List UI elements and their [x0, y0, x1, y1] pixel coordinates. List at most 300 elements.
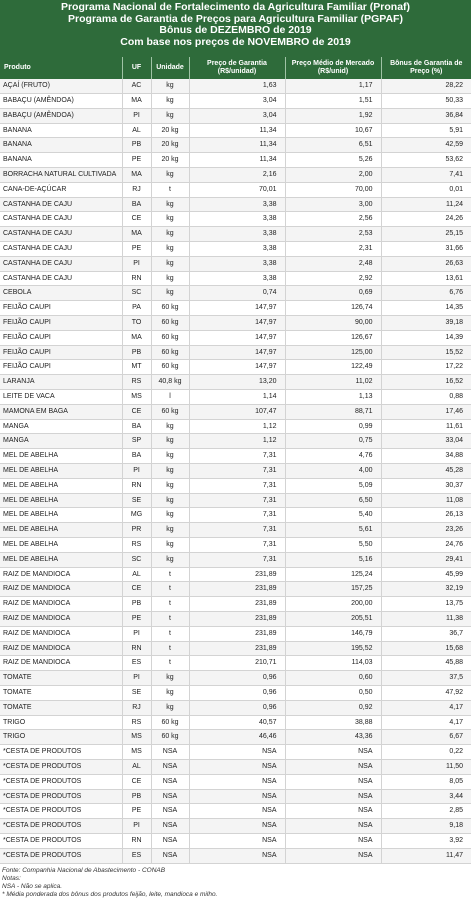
- cell-preco-garantia: 13,20: [189, 375, 285, 390]
- cell-bonus: 24,26: [381, 212, 471, 227]
- cell-preco-garantia: 2,16: [189, 168, 285, 183]
- cell-bonus: 36,84: [381, 108, 471, 123]
- title-block: [0, 0, 471, 57]
- cell-preco-medio: 6,51: [285, 138, 381, 153]
- cell-unidade: t: [151, 182, 189, 197]
- cell-bonus: 11,50: [381, 759, 471, 774]
- cell-unidade: kg: [151, 419, 189, 434]
- cell-preco-garantia: 147,97: [189, 330, 285, 345]
- table-row: [0, 182, 471, 197]
- cell-unidade: t: [151, 656, 189, 671]
- cell-unidade: 60 kg: [151, 715, 189, 730]
- cell-unidade: kg: [151, 685, 189, 700]
- cell-uf: RS: [122, 375, 151, 390]
- cell-unidade: 60 kg: [151, 360, 189, 375]
- cell-bonus: 7,41: [381, 168, 471, 183]
- cell-bonus: 25,15: [381, 227, 471, 242]
- table-row: [0, 833, 471, 848]
- table-row: [0, 493, 471, 508]
- cell-preco-garantia: NSA: [189, 774, 285, 789]
- cell-bonus: 45,99: [381, 567, 471, 582]
- cell-produto: CASTANHA DE CAJU: [0, 256, 122, 271]
- cell-produto: MANGA: [0, 419, 122, 434]
- cell-unidade: 20 kg: [151, 138, 189, 153]
- title-line-2: Programa de Garantia de Preços para Agricultura Familiar (PGPAF): [68, 12, 403, 25]
- cell-uf: SC: [122, 286, 151, 301]
- notes-block: [0, 864, 471, 899]
- cell-preco-medio: 70,00: [285, 182, 381, 197]
- cell-bonus: 23,26: [381, 523, 471, 538]
- cell-preco-garantia: 231,89: [189, 611, 285, 626]
- cell-produto: MEL DE ABELHA: [0, 552, 122, 567]
- table-row: [0, 789, 471, 804]
- table-row: [0, 567, 471, 582]
- cell-unidade: kg: [151, 108, 189, 123]
- cell-preco-garantia: 3,38: [189, 212, 285, 227]
- cell-preco-medio: 90,00: [285, 316, 381, 331]
- cell-uf: PI: [122, 671, 151, 686]
- table-row: [0, 197, 471, 212]
- table-row: [0, 345, 471, 360]
- cell-produto: FEIJÃO CAUPI: [0, 316, 122, 331]
- table-row: [0, 671, 471, 686]
- table-row: [0, 360, 471, 375]
- cell-preco-medio: 38,88: [285, 715, 381, 730]
- table-row: [0, 508, 471, 523]
- cell-unidade: kg: [151, 478, 189, 493]
- table-row: [0, 523, 471, 538]
- cell-bonus: 29,41: [381, 552, 471, 567]
- cell-preco-medio: 1,13: [285, 390, 381, 405]
- header-produto: Produto: [0, 57, 122, 79]
- cell-uf: PB: [122, 138, 151, 153]
- cell-uf: PE: [122, 804, 151, 819]
- cell-produto: RAIZ DE MANDIOCA: [0, 656, 122, 671]
- cell-produto: MAMONA EM BAGA: [0, 404, 122, 419]
- cell-produto: MEL DE ABELHA: [0, 478, 122, 493]
- cell-bonus: 9,18: [381, 819, 471, 834]
- cell-preco-medio: 200,00: [285, 597, 381, 612]
- cell-unidade: NSA: [151, 759, 189, 774]
- cell-preco-medio: 1,92: [285, 108, 381, 123]
- cell-produto: BORRACHA NATURAL CULTIVADA: [0, 168, 122, 183]
- table-row: [0, 478, 471, 493]
- cell-unidade: 60 kg: [151, 404, 189, 419]
- cell-produto: CASTANHA DE CAJU: [0, 197, 122, 212]
- title-line-4: Com base nos preços de NOVEMBRO de 2019: [120, 35, 351, 48]
- cell-unidade: kg: [151, 700, 189, 715]
- cell-unidade: 60 kg: [151, 330, 189, 345]
- cell-unidade: 60 kg: [151, 301, 189, 316]
- cell-unidade: NSA: [151, 848, 189, 863]
- cell-produto: MEL DE ABELHA: [0, 508, 122, 523]
- cell-uf: BA: [122, 419, 151, 434]
- cell-produto: TOMATE: [0, 685, 122, 700]
- table-row: [0, 715, 471, 730]
- table-row: [0, 641, 471, 656]
- cell-bonus: 4,17: [381, 715, 471, 730]
- table-row: [0, 271, 471, 286]
- cell-produto: CEBOLA: [0, 286, 122, 301]
- cell-preco-medio: 0,50: [285, 685, 381, 700]
- cell-preco-garantia: 147,97: [189, 345, 285, 360]
- table-row: [0, 626, 471, 641]
- cell-produto: *CESTA DE PRODUTOS: [0, 759, 122, 774]
- cell-bonus: 0,01: [381, 182, 471, 197]
- cell-preco-medio: 10,67: [285, 123, 381, 138]
- cell-bonus: 31,66: [381, 242, 471, 257]
- cell-preco-medio: 11,02: [285, 375, 381, 390]
- cell-uf: BA: [122, 449, 151, 464]
- cell-produto: TOMATE: [0, 671, 122, 686]
- cell-uf: RS: [122, 715, 151, 730]
- table-row: [0, 597, 471, 612]
- cell-preco-medio: 2,00: [285, 168, 381, 183]
- cell-preco-medio: 5,61: [285, 523, 381, 538]
- cell-produto: MEL DE ABELHA: [0, 449, 122, 464]
- cell-bonus: 0,22: [381, 745, 471, 760]
- cell-uf: ES: [122, 656, 151, 671]
- cell-preco-medio: NSA: [285, 745, 381, 760]
- cell-preco-medio: NSA: [285, 789, 381, 804]
- cell-bonus: 24,76: [381, 538, 471, 553]
- cell-preco-medio: 5,40: [285, 508, 381, 523]
- cell-preco-medio: 195,52: [285, 641, 381, 656]
- cell-produto: *CESTA DE PRODUTOS: [0, 804, 122, 819]
- cell-preco-garantia: 7,31: [189, 464, 285, 479]
- cell-unidade: NSA: [151, 819, 189, 834]
- cell-preco-garantia: 11,34: [189, 153, 285, 168]
- cell-preco-medio: 2,92: [285, 271, 381, 286]
- cell-bonus: 28,22: [381, 79, 471, 94]
- cell-uf: BA: [122, 197, 151, 212]
- cell-uf: RN: [122, 478, 151, 493]
- cell-preco-garantia: 3,04: [189, 94, 285, 109]
- cell-unidade: 20 kg: [151, 123, 189, 138]
- note-notas: Notas:: [2, 874, 21, 882]
- cell-produto: RAIZ DE MANDIOCA: [0, 597, 122, 612]
- cell-uf: RJ: [122, 182, 151, 197]
- table-row: [0, 848, 471, 863]
- cell-preco-garantia: 11,34: [189, 138, 285, 153]
- cell-uf: AL: [122, 567, 151, 582]
- cell-unidade: kg: [151, 464, 189, 479]
- cell-preco-medio: 5,09: [285, 478, 381, 493]
- header-uf: UF: [122, 57, 151, 79]
- cell-unidade: 60 kg: [151, 345, 189, 360]
- cell-unidade: t: [151, 597, 189, 612]
- table-row: [0, 242, 471, 257]
- cell-preco-garantia: 3,38: [189, 256, 285, 271]
- cell-produto: RAIZ DE MANDIOCA: [0, 611, 122, 626]
- cell-unidade: kg: [151, 552, 189, 567]
- cell-preco-medio: NSA: [285, 804, 381, 819]
- cell-preco-medio: 205,51: [285, 611, 381, 626]
- table-row: [0, 774, 471, 789]
- cell-unidade: kg: [151, 538, 189, 553]
- cell-unidade: kg: [151, 212, 189, 227]
- cell-unidade: NSA: [151, 789, 189, 804]
- cell-uf: TO: [122, 316, 151, 331]
- table-body: [0, 79, 471, 863]
- cell-unidade: 60 kg: [151, 316, 189, 331]
- cell-bonus: 33,04: [381, 434, 471, 449]
- cell-preco-medio: 1,51: [285, 94, 381, 109]
- cell-bonus: 11,08: [381, 493, 471, 508]
- table-row: [0, 168, 471, 183]
- cell-preco-garantia: 7,31: [189, 449, 285, 464]
- table-header-row: [0, 57, 471, 79]
- cell-uf: MA: [122, 168, 151, 183]
- cell-uf: PB: [122, 597, 151, 612]
- cell-uf: SC: [122, 552, 151, 567]
- cell-preco-garantia: 147,97: [189, 301, 285, 316]
- cell-produto: FEIJÃO CAUPI: [0, 360, 122, 375]
- cell-unidade: kg: [151, 227, 189, 242]
- cell-preco-garantia: NSA: [189, 759, 285, 774]
- cell-preco-garantia: 231,89: [189, 597, 285, 612]
- cell-uf: CE: [122, 774, 151, 789]
- table-row: [0, 700, 471, 715]
- cell-produto: BANANA: [0, 153, 122, 168]
- cell-bonus: 34,88: [381, 449, 471, 464]
- table-row: [0, 685, 471, 700]
- cell-preco-garantia: 231,89: [189, 567, 285, 582]
- cell-bonus: 11,61: [381, 419, 471, 434]
- table-row: [0, 108, 471, 123]
- cell-uf: SE: [122, 685, 151, 700]
- cell-unidade: NSA: [151, 774, 189, 789]
- cell-unidade: NSA: [151, 804, 189, 819]
- table-row: [0, 538, 471, 553]
- cell-uf: MA: [122, 94, 151, 109]
- cell-preco-garantia: 1,12: [189, 434, 285, 449]
- cell-uf: RJ: [122, 700, 151, 715]
- cell-preco-medio: 0,69: [285, 286, 381, 301]
- cell-preco-garantia: NSA: [189, 804, 285, 819]
- bonus-table: [0, 57, 471, 864]
- cell-unidade: kg: [151, 79, 189, 94]
- cell-bonus: 13,61: [381, 271, 471, 286]
- cell-produto: CASTANHA DE CAJU: [0, 227, 122, 242]
- cell-preco-garantia: 210,71: [189, 656, 285, 671]
- cell-unidade: kg: [151, 449, 189, 464]
- title-line-1: Programa Nacional de Fortalecimento da Agricultura Familiar (Pronaf): [60, 1, 411, 13]
- cell-unidade: t: [151, 626, 189, 641]
- cell-unidade: kg: [151, 508, 189, 523]
- table-row: [0, 256, 471, 271]
- cell-uf: AL: [122, 759, 151, 774]
- cell-unidade: 20 kg: [151, 153, 189, 168]
- note-source: Fonte: Companhia Nacional de Abastecimento - CONAB: [2, 866, 166, 874]
- cell-preco-medio: 126,67: [285, 330, 381, 345]
- cell-uf: PB: [122, 345, 151, 360]
- cell-uf: RN: [122, 641, 151, 656]
- table-row: [0, 730, 471, 745]
- cell-bonus: 4,17: [381, 700, 471, 715]
- cell-preco-garantia: NSA: [189, 789, 285, 804]
- cell-preco-garantia: 7,31: [189, 493, 285, 508]
- cell-preco-medio: 2,48: [285, 256, 381, 271]
- cell-unidade: kg: [151, 242, 189, 257]
- cell-bonus: 11,24: [381, 197, 471, 212]
- cell-bonus: 53,62: [381, 153, 471, 168]
- cell-bonus: 36,7: [381, 626, 471, 641]
- header-unidade: Unidade: [151, 57, 189, 79]
- cell-uf: PI: [122, 626, 151, 641]
- cell-preco-medio: 0,92: [285, 700, 381, 715]
- table-row: [0, 404, 471, 419]
- cell-unidade: kg: [151, 271, 189, 286]
- table-row: [0, 434, 471, 449]
- table-row: [0, 94, 471, 109]
- table-row: [0, 464, 471, 479]
- cell-unidade: kg: [151, 523, 189, 538]
- cell-preco-medio: 88,71: [285, 404, 381, 419]
- cell-produto: MEL DE ABELHA: [0, 523, 122, 538]
- cell-bonus: 16,52: [381, 375, 471, 390]
- cell-bonus: 15,68: [381, 641, 471, 656]
- cell-produto: MEL DE ABELHA: [0, 464, 122, 479]
- cell-bonus: 37,5: [381, 671, 471, 686]
- cell-bonus: 50,33: [381, 94, 471, 109]
- cell-bonus: 14,39: [381, 330, 471, 345]
- cell-preco-garantia: 0,96: [189, 671, 285, 686]
- table-row: [0, 286, 471, 301]
- table-row: [0, 301, 471, 316]
- table-row: [0, 138, 471, 153]
- cell-preco-garantia: NSA: [189, 745, 285, 760]
- cell-bonus: 15,52: [381, 345, 471, 360]
- cell-uf: PI: [122, 819, 151, 834]
- cell-uf: PE: [122, 611, 151, 626]
- cell-preco-medio: 6,50: [285, 493, 381, 508]
- cell-preco-medio: 2,31: [285, 242, 381, 257]
- cell-produto: AÇAÍ (FRUTO): [0, 79, 122, 94]
- cell-bonus: 3,44: [381, 789, 471, 804]
- cell-unidade: kg: [151, 286, 189, 301]
- cell-preco-medio: 4,00: [285, 464, 381, 479]
- cell-produto: TOMATE: [0, 700, 122, 715]
- cell-produto: *CESTA DE PRODUTOS: [0, 774, 122, 789]
- cell-preco-medio: 146,79: [285, 626, 381, 641]
- cell-preco-garantia: 7,31: [189, 478, 285, 493]
- cell-preco-garantia: NSA: [189, 819, 285, 834]
- cell-preco-garantia: 147,97: [189, 316, 285, 331]
- cell-preco-medio: 126,74: [285, 301, 381, 316]
- cell-preco-garantia: 7,31: [189, 523, 285, 538]
- cell-unidade: kg: [151, 256, 189, 271]
- table-row: [0, 375, 471, 390]
- cell-produto: CASTANHA DE CAJU: [0, 271, 122, 286]
- cell-bonus: 26,63: [381, 256, 471, 271]
- cell-unidade: NSA: [151, 833, 189, 848]
- cell-bonus: 11,47: [381, 848, 471, 863]
- table-row: [0, 582, 471, 597]
- cell-unidade: kg: [151, 94, 189, 109]
- cell-preco-garantia: 7,31: [189, 508, 285, 523]
- cell-preco-garantia: 7,31: [189, 552, 285, 567]
- cell-uf: RN: [122, 271, 151, 286]
- cell-produto: FEIJÃO CAUPI: [0, 330, 122, 345]
- cell-unidade: 60 kg: [151, 730, 189, 745]
- cell-preco-medio: 5,50: [285, 538, 381, 553]
- cell-produto: BANANA: [0, 138, 122, 153]
- title-line-3: Bônus de DEZEMBRO de 2019: [159, 24, 312, 36]
- cell-preco-medio: 2,56: [285, 212, 381, 227]
- cell-bonus: 8,05: [381, 774, 471, 789]
- cell-uf: CE: [122, 212, 151, 227]
- cell-produto: CASTANHA DE CAJU: [0, 242, 122, 257]
- cell-produto: *CESTA DE PRODUTOS: [0, 819, 122, 834]
- cell-preco-garantia: 1,14: [189, 390, 285, 405]
- cell-bonus: 6,76: [381, 286, 471, 301]
- cell-unidade: kg: [151, 168, 189, 183]
- cell-produto: MEL DE ABELHA: [0, 493, 122, 508]
- cell-uf: RS: [122, 538, 151, 553]
- cell-preco-garantia: 3,38: [189, 271, 285, 286]
- cell-unidade: t: [151, 611, 189, 626]
- cell-bonus: 6,67: [381, 730, 471, 745]
- cell-preco-medio: NSA: [285, 833, 381, 848]
- cell-uf: MA: [122, 330, 151, 345]
- cell-bonus: 30,37: [381, 478, 471, 493]
- cell-uf: ES: [122, 848, 151, 863]
- cell-unidade: kg: [151, 671, 189, 686]
- cell-uf: PE: [122, 153, 151, 168]
- cell-uf: CE: [122, 582, 151, 597]
- cell-unidade: NSA: [151, 745, 189, 760]
- cell-preco-medio: 4,76: [285, 449, 381, 464]
- cell-preco-medio: 5,26: [285, 153, 381, 168]
- cell-bonus: 42,59: [381, 138, 471, 153]
- cell-unidade: 40,8 kg: [151, 375, 189, 390]
- cell-produto: BABAÇU (AMÊNDOA): [0, 94, 122, 109]
- cell-preco-medio: 125,24: [285, 567, 381, 582]
- cell-unidade: kg: [151, 434, 189, 449]
- cell-preco-medio: 122,49: [285, 360, 381, 375]
- cell-preco-garantia: 1,63: [189, 79, 285, 94]
- cell-preco-garantia: 46,46: [189, 730, 285, 745]
- cell-preco-medio: 0,99: [285, 419, 381, 434]
- cell-bonus: 26,13: [381, 508, 471, 523]
- cell-uf: MS: [122, 390, 151, 405]
- cell-preco-medio: 0,60: [285, 671, 381, 686]
- cell-preco-medio: 3,00: [285, 197, 381, 212]
- cell-uf: PB: [122, 789, 151, 804]
- table-row: [0, 212, 471, 227]
- cell-preco-medio: NSA: [285, 759, 381, 774]
- cell-unidade: l: [151, 390, 189, 405]
- cell-uf: MS: [122, 745, 151, 760]
- cell-bonus: 13,75: [381, 597, 471, 612]
- table-row: [0, 552, 471, 567]
- cell-preco-medio: 1,17: [285, 79, 381, 94]
- cell-preco-garantia: 3,38: [189, 242, 285, 257]
- cell-produto: *CESTA DE PRODUTOS: [0, 848, 122, 863]
- table-row: [0, 153, 471, 168]
- cell-uf: PI: [122, 464, 151, 479]
- cell-preco-garantia: NSA: [189, 848, 285, 863]
- cell-preco-garantia: 3,38: [189, 197, 285, 212]
- cell-preco-medio: 43,36: [285, 730, 381, 745]
- cell-produto: RAIZ DE MANDIOCA: [0, 641, 122, 656]
- cell-uf: AL: [122, 123, 151, 138]
- cell-preco-garantia: 11,34: [189, 123, 285, 138]
- cell-preco-garantia: 1,12: [189, 419, 285, 434]
- cell-preco-garantia: 3,04: [189, 108, 285, 123]
- cell-uf: PA: [122, 301, 151, 316]
